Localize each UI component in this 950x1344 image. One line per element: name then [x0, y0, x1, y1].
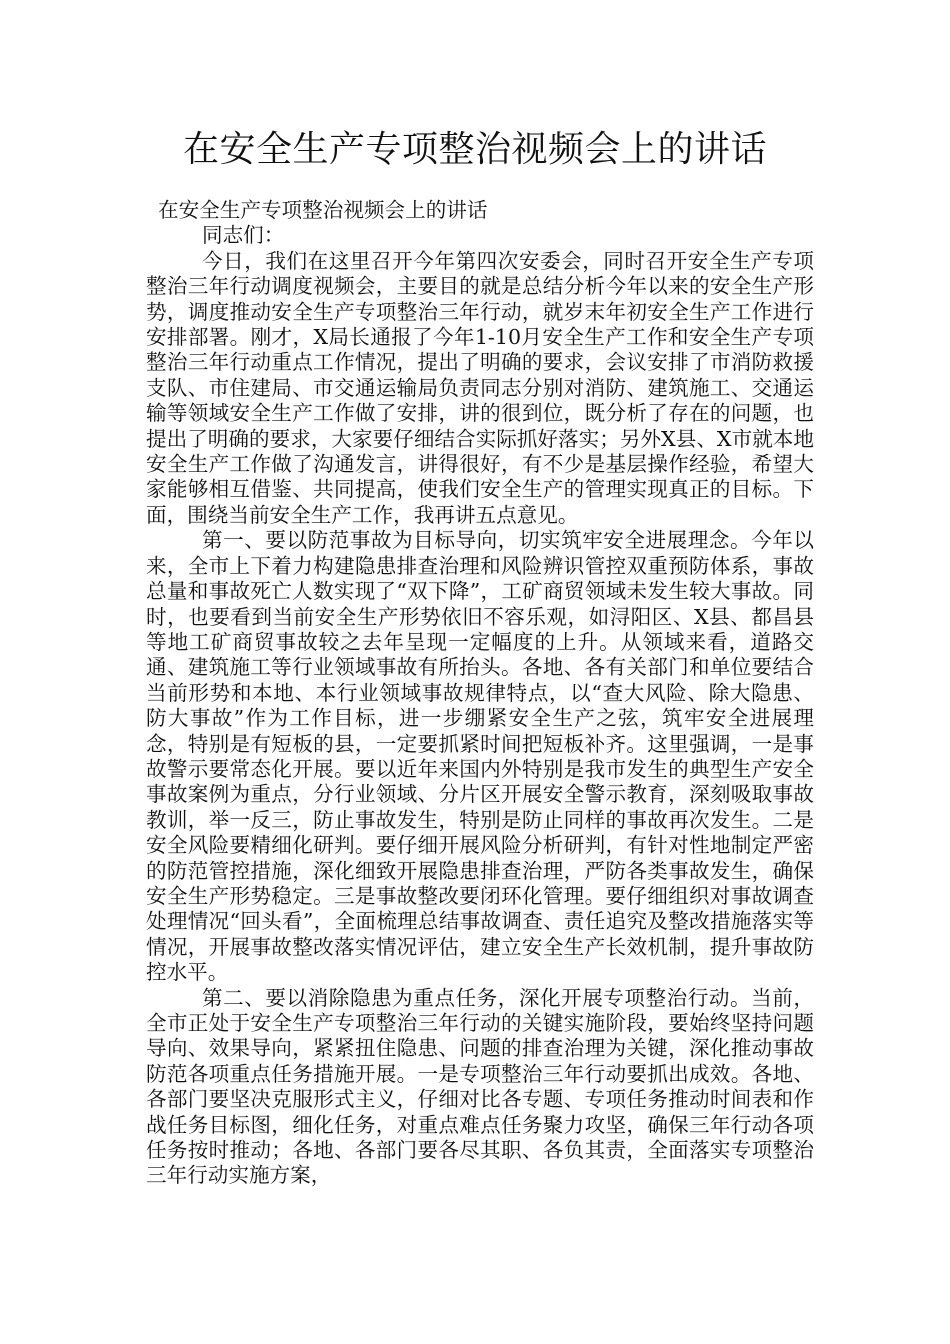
paragraph-point-two: 第二、要以消除隐患为重点任务，深化开展专项整治行动。当前，全市正处于安全生产专项整治三年行动的关键实施阶段，要始终坚持问题导向、效果导向，紧紧扭住隐患、问题的排查治理为关键，深化推动事故防范各项重点任务措施开展。一是专项整治三年行动要抓出成效。各地、各部门要坚决克服形式主义，仔细对比各专题、专项任务推动时间表和作战任务目标图，细化任务，对重点难点任务聚力攻坚，确保三年行动各项任务按时推动；各地、各部门要各尽其职、各负其责，全面落实专项整治三年行动实施方案，	[146, 985, 814, 1188]
document-subtitle: 在安全生产专项整治视频会上的讲话	[158, 198, 488, 222]
document-body	[146, 198, 814, 1189]
salutation: 同志们：	[202, 223, 285, 248]
paragraph-opening: 今日，我们在这里召开今年第四次安委会，同时召开安全生产专项整治三年行动调度视频会，主要目的就是总结分析今年以来的安全生产形势，调度推动安全生产专项整治三年行动，就岁末年初安全生产工作进行安排部署。刚才，X局长通报了今年1-10月安全生产工作和安全生产专项整治三年行动重点工作情况，提出了明确的要求，会议安排了市消防救援支队、市住建局、市交通运输局负责同志分别对消防、建筑施工、交通运输等领域安全生产工作做了安排，讲的很到位，既分析了存在的问题，也提出了明确的要求，大家要仔细结合实际抓好落实；另外X县、X市就本地安全生产工作做了沟通发言，讲得很好，有不少是基层操作经验，希望大家能够相互借鉴、共同提高，使我们安全生产的管理实现真正的目标。下面，围绕当前安全生产工作，我再讲五点意见。	[146, 248, 814, 527]
paragraph-point-one: 第一、要以防范事故为目标导向，切实筑牢安全进展理念。今年以来，全市上下着力构建隐患排查治理和风险辨识管控双重预防体系，事故总量和事故死亡人数实现了“双下降”，工矿商贸领域未发生较大事故。同时，也要看到当前安全生产形势依旧不容乐观，如浔阳区、X县、都昌县等地工矿商贸事故较之去年呈现一定幅度的上升。从领域来看，道路交通、建筑施工等行业领域事故有所抬头。各地、各有关部门和单位要结合当前形势和本地、本行业领域事故规律特点，以“查大风险、除大隐患、防大事故”作为工作目标，进一步绷紧安全生产之弦，筑牢安全进展理念，特别是有短板的县，一定要抓紧时间把短板补齐。这里强调，一是事故警示要常态化开展。要以近年来国内外特别是我市发生的典型生产安全事故案例为重点，分行业领域、分片区开展安全警示教育，深刻吸取事故教训，举一反三，防止事故发生，特别是防止同样的事故再次发生。二是安全风险要精细化研判。要仔细开展风险分析研判，有针对性地制定严密的防范管控措施，深化细致开展隐患排查治理，严防各类事故发生，确保安全生产形势稳定。三是事故整改要闭环化管理。要仔细组织对事故调查处理情况“回头看”，全面梳理总结事故调查、责任追究及整改措施落实等情况，开展事故整改落实情况评估，建立安全生产长效机制，提升事故防控水平。	[146, 528, 814, 985]
document-title: 在安全生产专项整治视频会上的讲话	[182, 129, 767, 170]
